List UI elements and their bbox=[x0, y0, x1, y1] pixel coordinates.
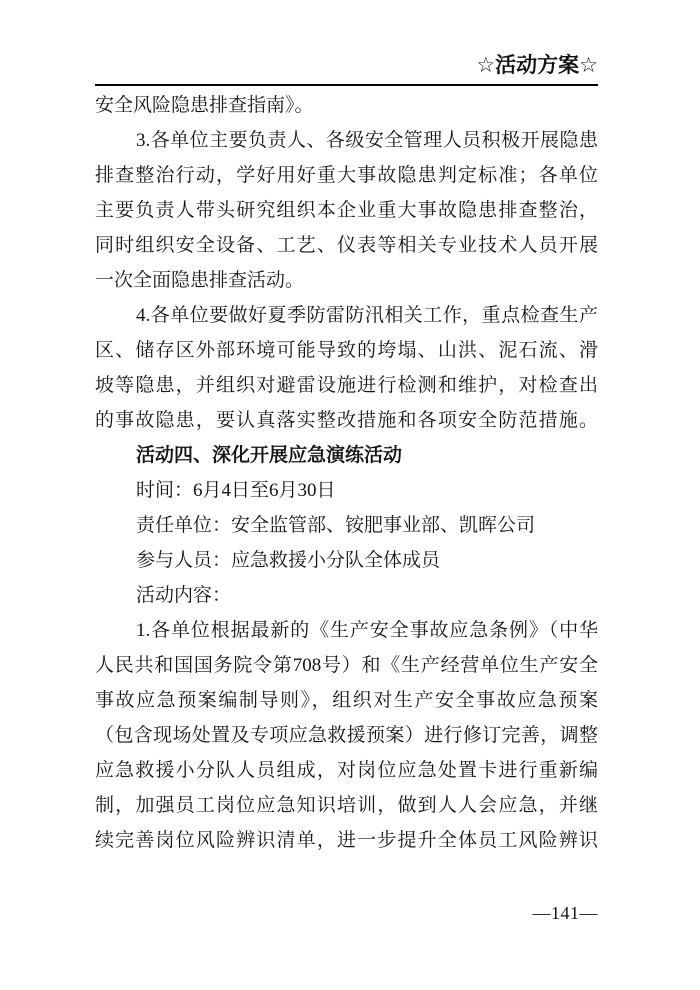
page-number: —141— bbox=[532, 903, 598, 923]
text-line: 安全风险隐患排查指南》。 bbox=[95, 95, 314, 116]
text-line: 续完善岗位风险辨识清单，进一步提升全体员工风险辨识 bbox=[95, 830, 598, 851]
text-line: 参与人员：应急救援小分队全体成员 bbox=[136, 550, 441, 571]
text-line: 排查整治行动，学好用好重大事故隐患判定标准；各单位 bbox=[95, 165, 598, 186]
page-footer bbox=[533, 901, 599, 925]
heading-line: 活动四、深化开展应急演练活动 bbox=[136, 445, 403, 466]
text-line: 活动内容： bbox=[136, 585, 232, 606]
text-line: 区、储存区外部环境可能导致的垮塌、山洪、泥石流、滑 bbox=[95, 340, 598, 361]
text-line: 一次全面隐患排查活动。 bbox=[95, 270, 305, 291]
text-line: 应急救援小分队人员组成，对岗位应急处置卡进行重新编 bbox=[95, 760, 598, 781]
text-line: 3.各单位主要负责人、各级安全管理人员积极开展隐患 bbox=[136, 130, 598, 151]
page-title: ☆活动方案☆ bbox=[476, 54, 598, 77]
text-line: 的事故隐患，要认真落实整改措施和各项安全防范措施。 bbox=[95, 410, 598, 431]
text-line: 1.各单位根据最新的《生产安全事故应急条例》（中华 bbox=[136, 620, 598, 641]
text-line: 同时组织安全设备、工艺、仪表等相关专业技术人员开展 bbox=[95, 235, 598, 256]
text-line: 制，加强员工岗位应急知识培训，做到人人会应急，并继 bbox=[95, 795, 598, 816]
text-line: 时间：6月4日至6月30日 bbox=[136, 480, 336, 501]
document-body bbox=[95, 88, 598, 858]
text-line: 坡等隐患，并组织对避雷设施进行检测和维护，对检查出 bbox=[95, 375, 598, 396]
text-line: 事故应急预案编制导则》，组织对生产安全事故应急预案 bbox=[95, 690, 598, 711]
text-line: （包含现场处置及专项应急救援预案）进行修订完善，调整 bbox=[95, 725, 598, 746]
text-line: 责任单位：安全监管部、铵肥事业部、凯晖公司 bbox=[136, 515, 536, 536]
header-underline bbox=[95, 84, 598, 86]
text-line: 主要负责人带头研究组织本企业重大事故隐患排查整治， bbox=[95, 200, 598, 221]
text-line: 人民共和国国务院令第708号）和《生产经营单位生产安全 bbox=[95, 655, 598, 676]
text-line: 4.各单位要做好夏季防雷防汛相关工作，重点检查生产 bbox=[136, 305, 598, 326]
